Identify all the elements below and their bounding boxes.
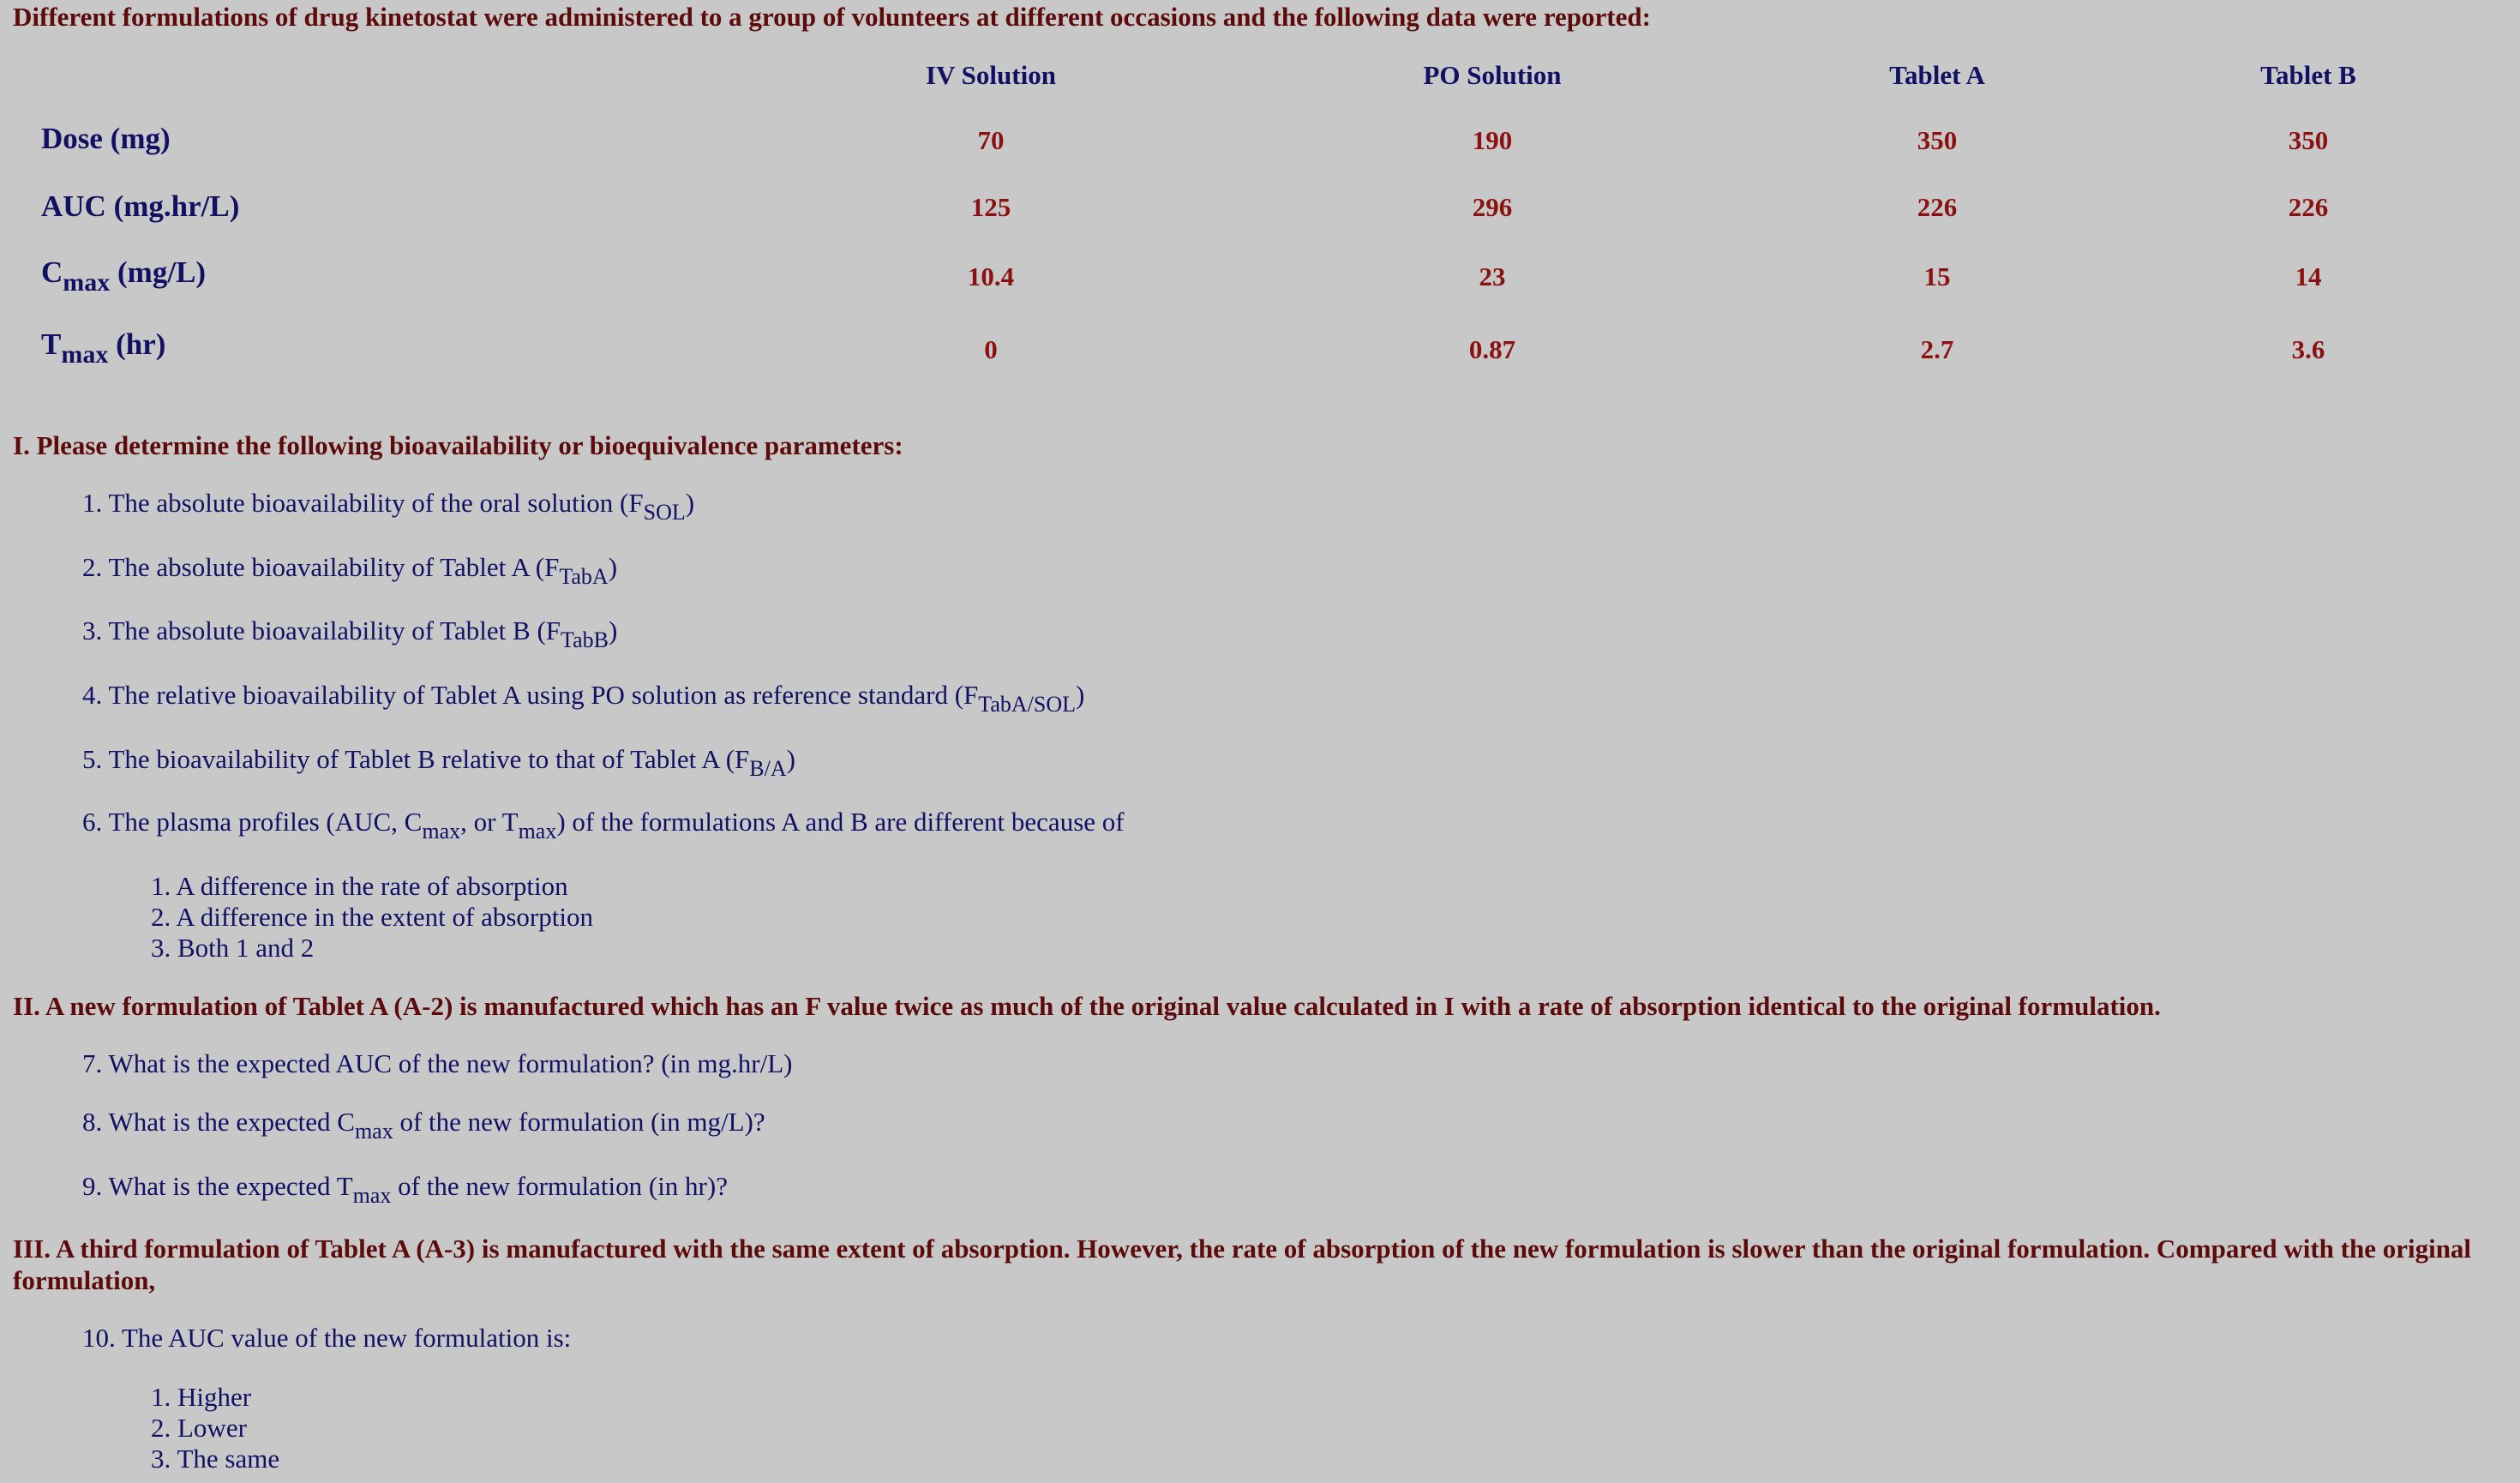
question-1: 1. The absolute bioavailability of the oral solution $(F_{SOL})$ <box>82 488 695 525</box>
column-header-iv-solution: IV Solution <box>926 60 1056 90</box>
table-cell: 23 <box>1479 261 1506 291</box>
section-3-heading: III. A third formulation of Tablet A (A-3) is manufactured with the same extent of absorption. However, the rate of absorption of the new formulation is slower than the original formulation. Compared with the original formulation, <box>13 1234 2472 1295</box>
question-4: 4. The relative bioavailability of Tablet A using PO solution as reference standard $(F_{TabA/SOL})$ <box>82 680 1085 717</box>
table-cell: 14 <box>2295 261 2322 291</box>
question-3: 3. The absolute bioavailability of Tablet B $(F_{TabB})$ <box>82 615 618 652</box>
row-label-auc: AUC (mg.hr/L) <box>41 189 240 223</box>
question-5: 5. The bioavailability of Tablet B relative to that of Tablet A $(F_{B/A})$ <box>82 744 795 781</box>
section-2-heading: II. A new formulation of Tablet A (A-2) is manufactured which has an F value twice as much of the original value calculated in I with a rate of absorption identical to the original formulation. <box>13 991 2161 1021</box>
section-1-heading: I. Please determine the following bioavailability or bioequivalence parameters: <box>13 430 903 460</box>
question-10-option-2: 2. Lower <box>151 1413 247 1443</box>
question-6-option-3: 3. Both 1 and 2 <box>151 933 315 963</box>
intro-text: Different formulations of drug kinetostat were administered to a group of volunteers at different occasions and the following data were reported: <box>13 2 1651 32</box>
table-cell: 3.6 <box>2291 334 2325 364</box>
table-cell: 226 <box>2288 192 2329 222</box>
table-cell: 296 <box>1472 192 1513 222</box>
question-6-option-2: 2. A difference in the extent of absorption <box>151 902 593 932</box>
column-header-po-solution: PO Solution <box>1423 60 1562 90</box>
question-10-option-3: 3. The same <box>151 1444 280 1474</box>
table-cell: 0.87 <box>1468 334 1516 364</box>
table-cell: 10.4 <box>967 261 1015 291</box>
question-7: 7. What is the expected AUC of the new formulation? (in mg.hr/L) <box>82 1048 793 1078</box>
table-cell: 0 <box>984 334 998 364</box>
table-cell: 190 <box>1472 125 1513 155</box>
table-cell: 125 <box>970 192 1011 222</box>
row-label-tmax: $T_{max}$ (hr) <box>41 327 166 369</box>
column-header-tablet-b: Tablet B <box>2260 60 2356 90</box>
table-cell: 226 <box>1917 192 1958 222</box>
table-cell: 70 <box>977 125 1005 155</box>
table-cell: 350 <box>2288 125 2329 155</box>
question-6-option-1: 1. A difference in the rate of absorption <box>151 871 568 901</box>
question-6: 6. The plasma profiles (AUC, $C_{max}$, or $T_{max}$) of the formulations A and B are different because of <box>82 807 1125 844</box>
question-9: 9. What is the expected $T_{max}$ of the new formulation (in hr)? <box>82 1171 728 1208</box>
table-cell: 2.7 <box>1920 334 1954 364</box>
question-10: 10. The AUC value of the new formulation is: <box>82 1323 572 1353</box>
table-cell: 15 <box>1923 261 1951 291</box>
row-label-cmax: $C_{max}$ (mg/L) <box>41 255 207 297</box>
row-label-dose: Dose (mg) <box>41 122 171 155</box>
table-cell: 350 <box>1917 125 1958 155</box>
question-2: 2. The absolute bioavailability of Tablet A $(F_{TabA})$ <box>82 552 618 589</box>
question-10-option-1: 1. Higher <box>151 1382 252 1412</box>
question-8: 8. What is the expected $C_{max}$ of the new formulation (in mg/L)? <box>82 1107 765 1144</box>
column-header-tablet-a: Tablet A <box>1889 60 1985 90</box>
